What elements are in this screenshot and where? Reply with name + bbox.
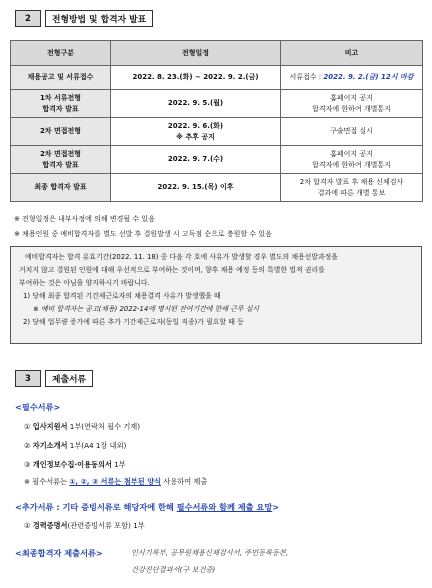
item-number: ② xyxy=(24,441,31,450)
note-cell xyxy=(281,66,423,90)
final-docs-line: 건강진단결과서(구 보건증) xyxy=(131,565,216,574)
section-title: 제출서류 xyxy=(45,370,93,387)
stage-cell: 채용공고 및 서류접수 xyxy=(11,66,111,90)
stage-cell: 2차 면접전형 합격자 발표 xyxy=(11,146,111,174)
date-cell: 2022. 9. 5.(월) xyxy=(111,90,281,118)
schedule-note: ※ 전형일정은 내부사정에 의해 변경될 수 있음 xyxy=(14,215,155,223)
note-prefix: 서류접수 : xyxy=(289,73,324,81)
box-line: 부여하는 것은 아님을 양지하시기 바랍니다. xyxy=(19,279,150,288)
stage-cell: 최종 합격자 발표 xyxy=(11,174,111,202)
schedule-table xyxy=(10,40,423,202)
list-item xyxy=(24,460,126,470)
date-cell: 2022. 9. 6.(화) ※ 추후 공지 xyxy=(111,118,281,146)
note-cell: 2차 합격자 발표 후 채용 신체검사 결과에 따른 개별 통보 xyxy=(281,174,423,202)
doc-name: 경력증명서 xyxy=(32,521,68,530)
section-1-header xyxy=(15,10,153,29)
list-item xyxy=(24,441,126,451)
section-2-header xyxy=(15,370,93,389)
final-docs-line: 인사기록부, 공무원채용신체검사서, 주민등록등본, xyxy=(131,548,289,557)
box-line: ※ 예비 합격자는 공고(채용) 2022-14에 명시된 잔여기간에 한해 근무 실시 xyxy=(33,305,260,314)
form-reference: ①, ②, ③ 서류는 첨부된 양식 xyxy=(69,477,162,486)
section-number: 2 xyxy=(15,10,41,27)
item-number: ① xyxy=(24,521,31,530)
header-text: <추가서류 : 기타 증빙서류로 해당자에 한해 xyxy=(15,502,177,512)
doc-detail: (관련증빙서류 포함) 1부 xyxy=(67,521,145,530)
table-header-row xyxy=(11,41,423,66)
final-docs-header: <최종합격자 제출서류> xyxy=(15,548,103,558)
stage-cell: 2차 면접전형 xyxy=(11,118,111,146)
box-line: 2) 당해 업무량 증가에 따른 추가 기간제근로자(동일 직종)가 필요할 때 등 xyxy=(23,318,244,327)
doc-name: 자기소개서 xyxy=(32,441,68,450)
col-header: 전형구분 xyxy=(11,41,111,66)
deadline-highlight: 2022. 9. 2.(금) 12시 마감 xyxy=(323,73,414,81)
table-row xyxy=(11,90,423,118)
note-cell: 구술면접 실시 xyxy=(281,118,423,146)
doc-detail: 1부(A4 1장 내외) xyxy=(67,441,127,450)
additional-docs-header xyxy=(15,502,279,513)
item-number: ① xyxy=(24,422,31,431)
doc-name: 입사지원서 xyxy=(32,422,68,431)
item-number: ③ xyxy=(24,460,31,469)
table-row xyxy=(11,146,423,174)
section-title: 전형방법 및 합격자 발표 xyxy=(45,10,153,27)
list-item xyxy=(24,521,145,531)
box-line: 1) 당해 최종 합격된 기간제근로자의 채용결격 사유가 발생했을 때 xyxy=(23,292,221,301)
note-suffix: 사용하여 제출 xyxy=(161,477,208,486)
list-item xyxy=(24,422,140,432)
header-emphasis: 필수서류와 함께 제출 요망 xyxy=(176,502,273,512)
doc-detail: 1부(연락처 필수 기재) xyxy=(67,422,141,431)
table-row xyxy=(11,174,423,202)
reserve-info-box xyxy=(10,246,422,344)
note-prefix: ※ 필수서류는 xyxy=(24,477,70,486)
required-note xyxy=(24,477,207,487)
note-cell: 홈페이지 공지 합격자에 한하여 개별통지 xyxy=(281,146,423,174)
date-cell: 2022. 9. 15.(목) 이후 xyxy=(111,174,281,202)
box-line: 거치지 않고 결원된 인원에 대해 우선적으로 부여하는 것이며, 향후 채용 예정 등의 특별한 법적 권리를 xyxy=(19,266,325,275)
table-row xyxy=(11,118,423,146)
section-number: 3 xyxy=(15,370,41,387)
col-header: 비고 xyxy=(281,41,423,66)
header-end: > xyxy=(272,502,280,512)
doc-name: 개인정보수집·이용동의서 xyxy=(32,460,112,469)
box-line: 예비합격자는 합격 유효기간(2022. 11. 18) 중 다음 각 호에 사유가 발생할 경우 별도의 채용선발과정을 xyxy=(25,253,338,261)
stage-cell: 1차 서류전형 합격자 발표 xyxy=(11,90,111,118)
col-header: 전형일정 xyxy=(111,41,281,66)
required-docs-header: <필수서류> xyxy=(15,402,61,412)
date-cell: 2022. 9. 7.(수) xyxy=(111,146,281,174)
doc-detail: 1부 xyxy=(111,460,126,469)
note-cell: 홈페이지 공지 합격자에 한하여 개별통지 xyxy=(281,90,423,118)
schedule-note: ※ 채용인원 중 예비합격자를 별도 선발 후 결원발생 시 고득점 순으로 충원할 수 있음 xyxy=(14,230,272,238)
date-cell: 2022. 8. 23.(화) ~ 2022. 9. 2.(금) xyxy=(111,66,281,90)
table-row xyxy=(11,66,423,90)
